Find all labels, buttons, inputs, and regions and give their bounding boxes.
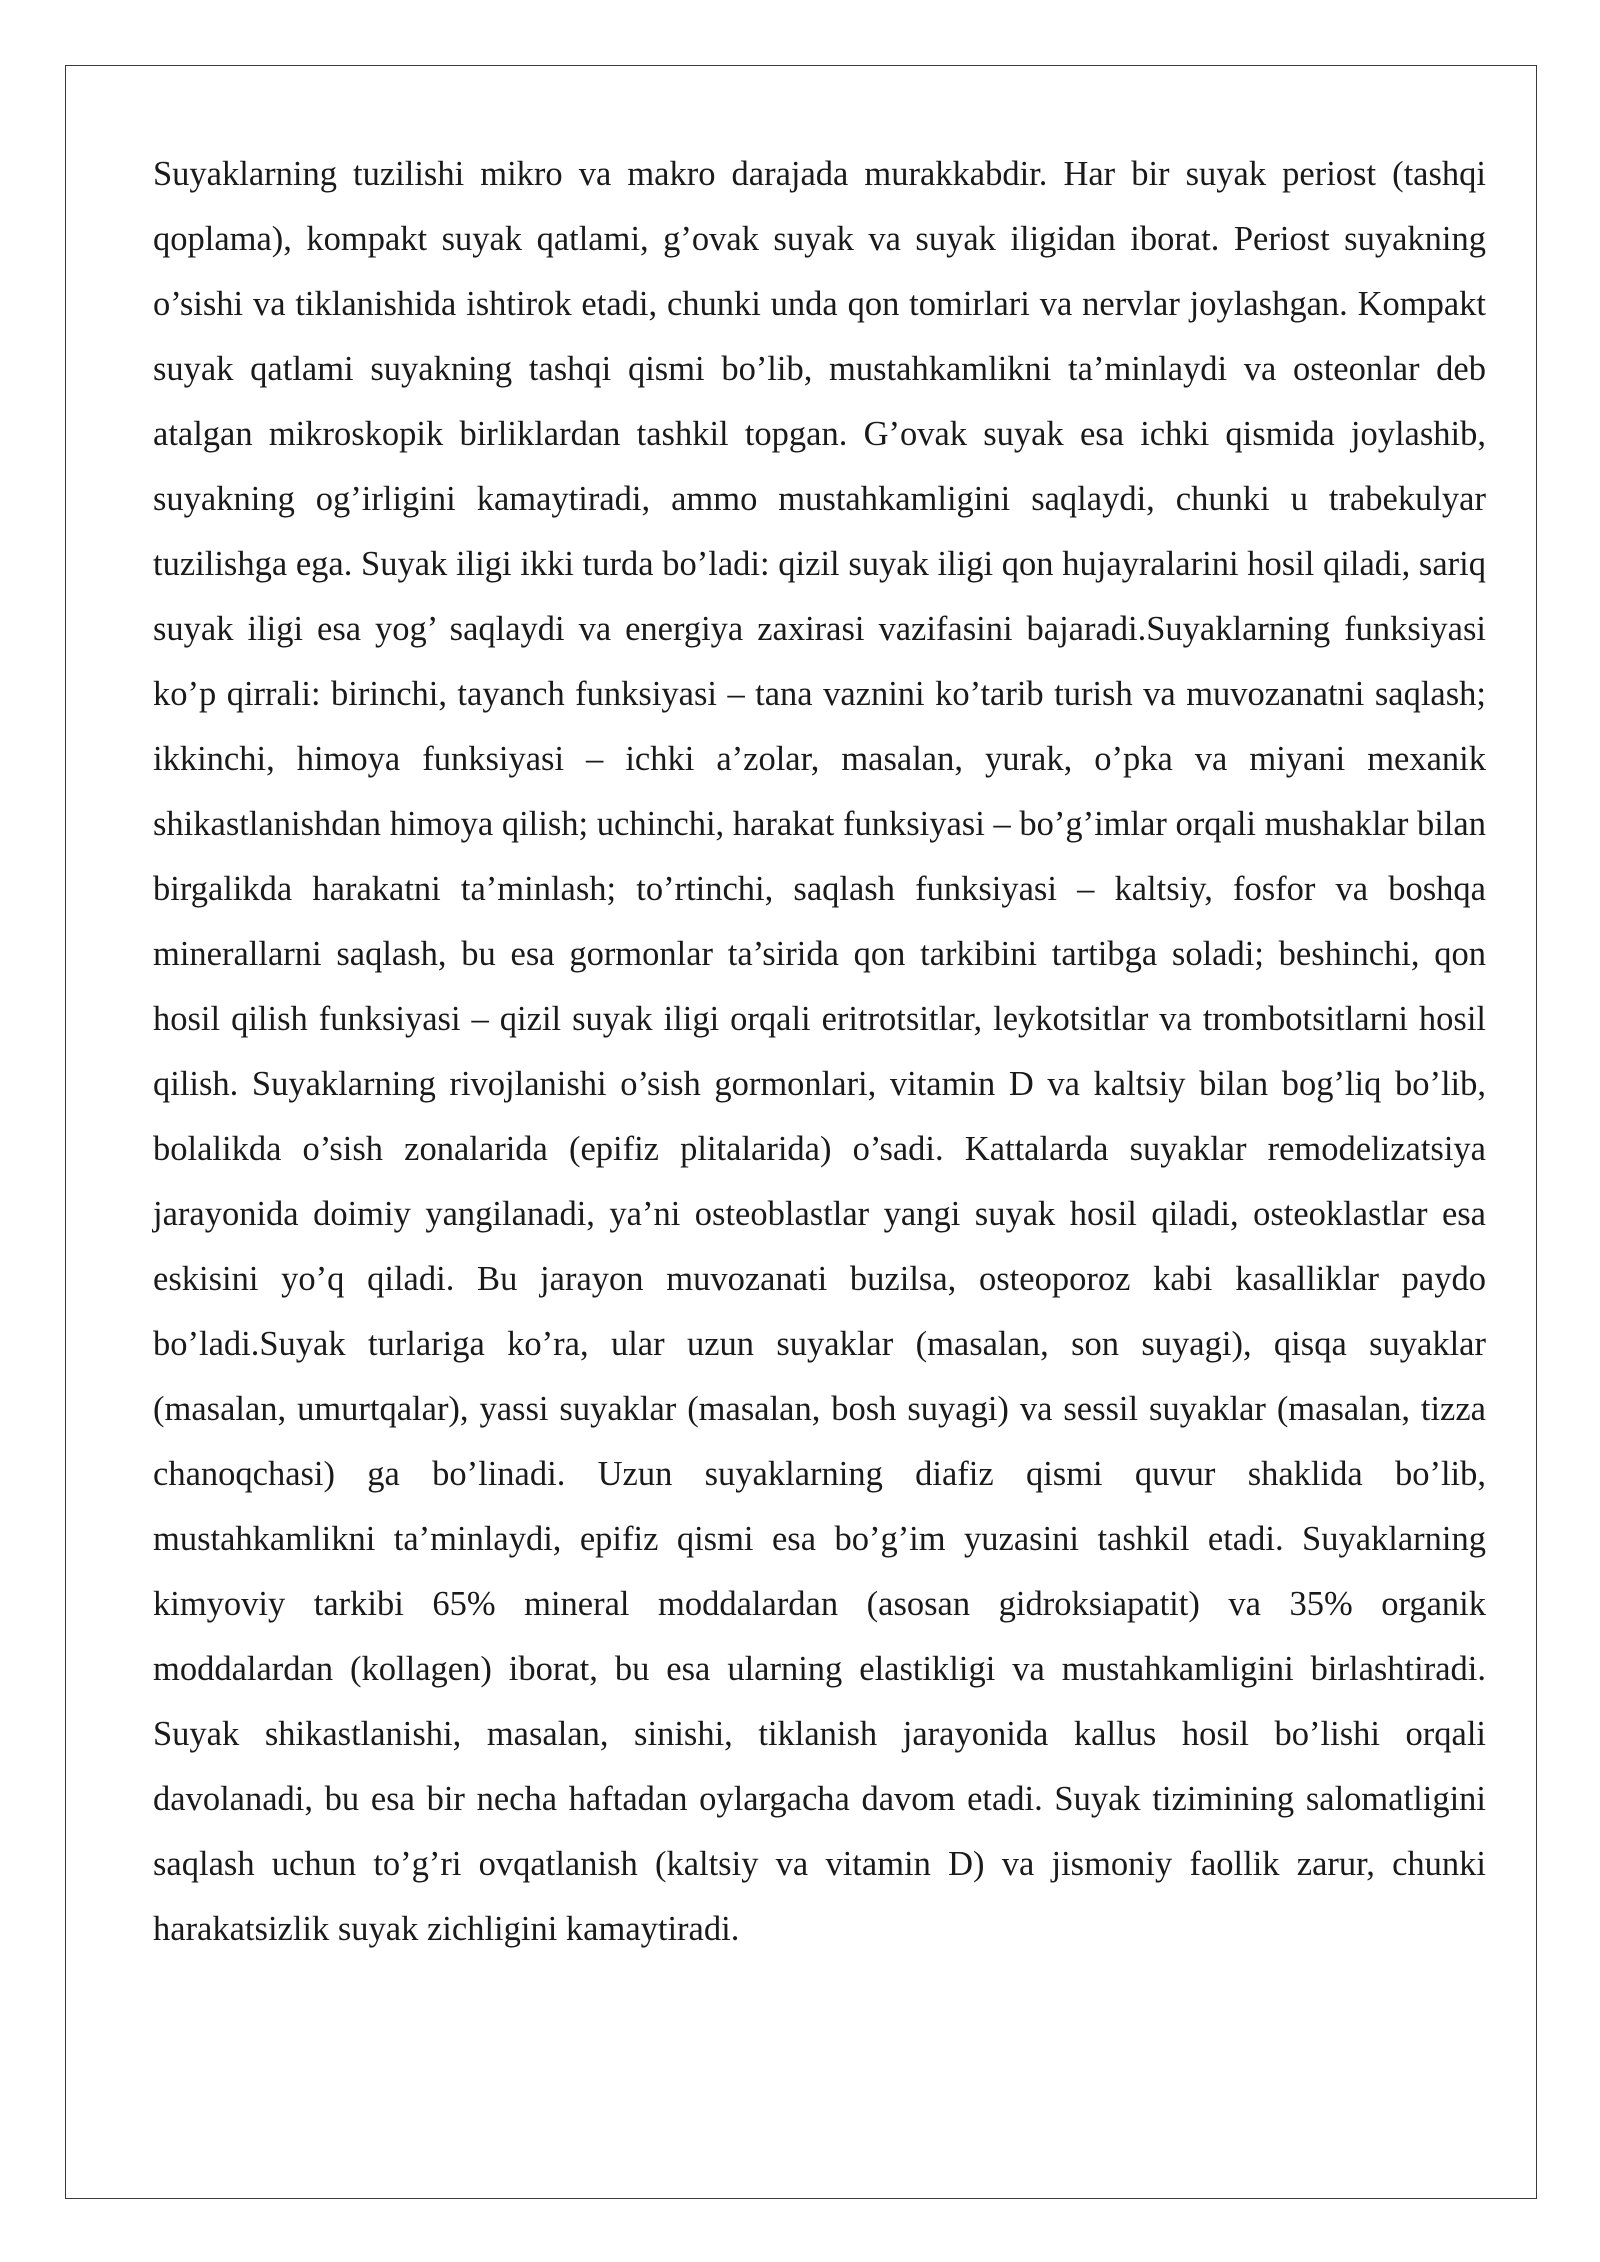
body-paragraph: Suyaklarning tuzilishi mikro va makro darajada murakkabdir. Har bir suyak periost (tashqi qoplama), kompakt suyak qatlami, g’ovak suyak va suyak iligidan iborat. Periost suyakning o’sishi va tiklanishida ishtirok etadi, chunki unda qon tomirlari va nervlar joylashgan. Kompakt suyak qatlami suyakning tashqi qismi bo’lib, mustahkamlikni ta’minlaydi va osteonlar deb atalgan mikroskopik birliklardan tashkil topgan. G’ovak suyak esa ichki qismida joylashib, suyakning og’irligini kamaytiradi, ammo mustahkamligini saqlaydi, chunki u trabekulyar tuzilishga ega. Suyak iligi ikki turda bo’ladi: qizil suyak iligi qon hujayralarini hosil qiladi, sariq suyak iligi esa yog’ saqlaydi va energiya zaxirasi vazifasini bajaradi.Suyaklarning funksiyasi ko’p qirrali: birinchi, tayanch funksiyasi – tana vaznini ko’tarib turish va muvozanatni saqlash; ikkinchi, himoya funksiyasi – ichki a’zolar, masalan, yurak, o’pka va miyani mexanik shikastlanishdan himoya qilish; uchinchi, harakat funksiyasi – bo’g’imlar orqali mushaklar bilan birgalikda harakatni ta’minlash; to’rtinchi, saqlash funksiyasi – kaltsiy, fosfor va boshqa minerallarni saqlash, bu esa gormonlar ta’sirida qon tarkibini tartibga soladi; beshinchi, qon hosil qilish funksiyasi – qizil suyak iligi orqali eritrotsitlar, leykotsitlar va trombotsitlarni hosil qilish. Suyaklarning rivojlanishi o’sish gormonlari, vitamin D va kaltsiy bilan bog’liq bo’lib, bolalikda o’sish zonalarida (epifiz plitalarida) o’sadi. Kattalarda suyaklar remodelizatsiya jarayonida doimiy yangilanadi, ya’ni osteoblastlar yangi suyak hosil qiladi, osteoklastlar esa eskisini yo’q qiladi. Bu jarayon muvozanati buzilsa, osteoporoz kabi kasalliklar paydo bo’ladi.Suyak turlariga ko’ra, ular uzun suyaklar (masalan, son suyagi), qisqa suyaklar (masalan, umurtqalar), yassi suyaklar (masalan, bosh suyagi) va sessil suyaklar (masalan, tizza chanoqchasi) ga bo’linadi. Uzun suyaklarning diafiz qismi quvur shaklida bo’lib, mustahkamlikni ta’minlaydi, epifiz qismi esa bo’g’im yuzasini tashkil etadi. Suyaklarning kimyoviy tarkibi 65% mineral moddalardan (asosan gidroksiapatit) va 35% organik moddalardan (kollagen) iborat, bu esa ularning elastikligi va mustahkamligini birlashtiradi. Suyak shikastlanishi, masalan, sinishi, tiklanish jarayonida kallus hosil bo’lishi orqali davolanadi, bu esa bir necha haftadan oylargacha davom etadi. Suyak tizimining salomatligini saqlash uchun to’g’ri ovqatlanish (kaltsiy va vitamin D) va jismoniy faollik zarur, chunki harakatsizlik suyak zichligini kamaytiradi. [153,155,1486,1948]
